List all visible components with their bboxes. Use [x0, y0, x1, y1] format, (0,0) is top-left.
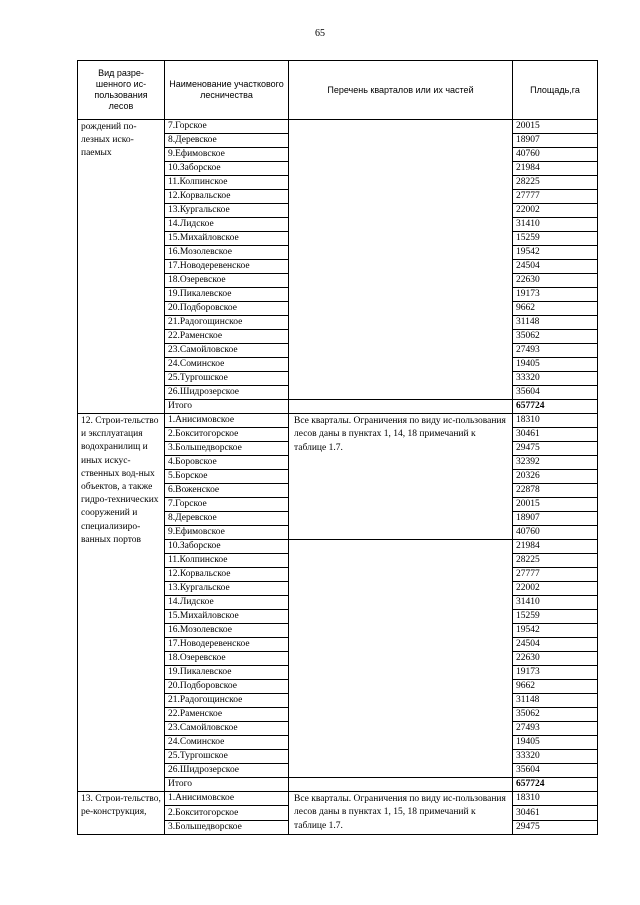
header-district-name: Наименование участкового лесничества: [165, 61, 289, 120]
area-cell: 35062: [513, 708, 598, 722]
area-cell: 15259: [513, 232, 598, 246]
total-label-cell: Итого: [165, 778, 289, 792]
header-area: Площадь,га: [513, 61, 598, 120]
district-name-cell: 17.Новодеревенское: [165, 638, 289, 652]
page-number: 65: [315, 28, 325, 39]
table-body: [78, 120, 598, 835]
area-cell: 9662: [513, 680, 598, 694]
area-cell: 20015: [513, 120, 598, 134]
district-name-cell: 7.Горское: [165, 498, 289, 512]
area-cell: 22002: [513, 582, 598, 596]
area-cell: 19542: [513, 246, 598, 260]
area-cell: 29475: [513, 442, 598, 456]
total-area-cell: 657724: [513, 778, 598, 792]
total-area-cell: 657724: [513, 400, 598, 414]
area-cell: 27493: [513, 722, 598, 736]
district-name-cell: 14.Лидское: [165, 218, 289, 232]
district-name-cell: 26.Шидрозерское: [165, 764, 289, 778]
usage-type-cell: 12. Строи-тельство и эксплуатация водохранилищ и иных искус-ственных вод-ных объектов, а также гидро-технических сооружений и специализиро-ванных портов: [78, 414, 165, 792]
area-cell: 21984: [513, 540, 598, 554]
area-cell: 19542: [513, 624, 598, 638]
area-cell: 18907: [513, 134, 598, 148]
quarters-note-cell: [289, 540, 513, 778]
quarters-note-cell: [289, 792, 513, 835]
district-name-cell: 8.Деревское: [165, 512, 289, 526]
area-cell: 27777: [513, 568, 598, 582]
area-cell: 35604: [513, 386, 598, 400]
area-cell: 9662: [513, 302, 598, 316]
district-name-cell: 20.Подборовское: [165, 302, 289, 316]
area-cell: 19173: [513, 666, 598, 680]
district-name-cell: 18.Озеревское: [165, 274, 289, 288]
district-name-cell: 2.Бокситогорское: [165, 428, 289, 442]
district-name-cell: 19.Пикалевское: [165, 288, 289, 302]
district-name-cell: 5.Борское: [165, 470, 289, 484]
district-name-cell: 26.Шидрозерское: [165, 386, 289, 400]
district-name-cell: 16.Мозолевское: [165, 624, 289, 638]
total-note-cell: [289, 778, 513, 792]
quarters-note-cell: [289, 120, 513, 400]
district-name-cell: 17.Новодеревенское: [165, 260, 289, 274]
district-name-cell: 18.Озеревское: [165, 652, 289, 666]
district-name-cell: 3.Большедворское: [165, 442, 289, 456]
area-cell: 22002: [513, 204, 598, 218]
table-row: [78, 792, 598, 806]
district-name-cell: 22.Раменское: [165, 708, 289, 722]
area-cell: 15259: [513, 610, 598, 624]
district-name-cell: 7.Горское: [165, 120, 289, 134]
area-cell: 20326: [513, 470, 598, 484]
table-header-row: [78, 61, 598, 120]
district-name-cell: 13.Кургальское: [165, 204, 289, 218]
area-cell: 22630: [513, 652, 598, 666]
area-cell: 31148: [513, 694, 598, 708]
district-name-cell: 11.Колпинское: [165, 554, 289, 568]
area-cell: 19405: [513, 736, 598, 750]
table-row: [78, 120, 598, 134]
area-cell: 31410: [513, 596, 598, 610]
district-name-cell: 21.Радогощинское: [165, 316, 289, 330]
area-cell: 24504: [513, 638, 598, 652]
area-cell: 33320: [513, 750, 598, 764]
area-cell: 19405: [513, 358, 598, 372]
district-name-cell: 15.Михайловское: [165, 232, 289, 246]
area-cell: 28225: [513, 554, 598, 568]
area-cell: 29475: [513, 820, 598, 834]
district-name-cell: 8.Деревское: [165, 134, 289, 148]
area-cell: 21984: [513, 162, 598, 176]
area-cell: 24504: [513, 260, 598, 274]
quarters-note-cell: [289, 414, 513, 540]
area-cell: 22630: [513, 274, 598, 288]
area-cell: 31148: [513, 316, 598, 330]
total-label-cell: Итого: [165, 400, 289, 414]
district-name-cell: 23.Самойловское: [165, 344, 289, 358]
quarters-note-text: Все кварталы. Ограничения по виду ис-пользования лесов даны в пунктах 1, 14, 18 примечаний к таблице 1.7.: [294, 416, 506, 453]
district-name-cell: 10.Заборское: [165, 540, 289, 554]
district-name-cell: 4.Боровское: [165, 456, 289, 470]
area-cell: 27777: [513, 190, 598, 204]
area-cell: 18310: [513, 792, 598, 806]
district-name-cell: 15.Михайловское: [165, 610, 289, 624]
area-cell: 27493: [513, 344, 598, 358]
header-usage-type: Вид разре-шенного ис-пользования лесов: [78, 61, 165, 120]
total-note-cell: [289, 400, 513, 414]
district-name-cell: 3.Большедворское: [165, 820, 289, 834]
area-cell: 18907: [513, 512, 598, 526]
usage-type-cell: 13. Строи-тельство, ре-конструкция,: [78, 792, 165, 835]
area-cell: 32392: [513, 456, 598, 470]
header-quarters-list: Перечень кварталов или их частей: [289, 61, 513, 120]
district-name-cell: 24.Соминское: [165, 736, 289, 750]
forest-usage-table: [77, 60, 598, 835]
district-name-cell: 24.Соминское: [165, 358, 289, 372]
area-cell: 28225: [513, 176, 598, 190]
district-name-cell: 12.Корвальское: [165, 190, 289, 204]
district-name-cell: 6.Воженское: [165, 484, 289, 498]
area-cell: 40760: [513, 526, 598, 540]
district-name-cell: 20.Подборовское: [165, 680, 289, 694]
area-cell: 20015: [513, 498, 598, 512]
district-name-cell: 25.Тургошское: [165, 372, 289, 386]
area-cell: 22878: [513, 484, 598, 498]
usage-type-cell: рождений по-лезных иско-паемых: [78, 120, 165, 414]
district-name-cell: 23.Самойловское: [165, 722, 289, 736]
district-name-cell: 1.Анисимовское: [165, 414, 289, 428]
area-cell: 30461: [513, 806, 598, 820]
table-row: [78, 414, 598, 428]
area-cell: 30461: [513, 428, 598, 442]
district-name-cell: 16.Мозолевское: [165, 246, 289, 260]
area-cell: 35604: [513, 764, 598, 778]
district-name-cell: 9.Ефимовское: [165, 526, 289, 540]
quarters-note-text: Все кварталы. Ограничения по виду ис-пользования лесов даны в пунктах 1, 15, 18 примечаний к таблице 1.7.: [294, 794, 506, 831]
district-name-cell: 13.Кургальское: [165, 582, 289, 596]
area-cell: 31410: [513, 218, 598, 232]
district-name-cell: 21.Радогощинское: [165, 694, 289, 708]
district-name-cell: 12.Корвальское: [165, 568, 289, 582]
quarters-note-text: [292, 120, 510, 122]
area-cell: 33320: [513, 372, 598, 386]
area-cell: 40760: [513, 148, 598, 162]
district-name-cell: 22.Раменское: [165, 330, 289, 344]
district-name-cell: 9.Ефимовское: [165, 148, 289, 162]
area-cell: 19173: [513, 288, 598, 302]
district-name-cell: 11.Колпинское: [165, 176, 289, 190]
district-name-cell: 1.Анисимовское: [165, 792, 289, 806]
district-name-cell: 2.Бокситогорское: [165, 806, 289, 820]
district-name-cell: 14.Лидское: [165, 596, 289, 610]
district-name-cell: 19.Пикалевское: [165, 666, 289, 680]
area-cell: 35062: [513, 330, 598, 344]
area-cell: 18310: [513, 414, 598, 428]
district-name-cell: 25.Тургошское: [165, 750, 289, 764]
district-name-cell: 10.Заборское: [165, 162, 289, 176]
